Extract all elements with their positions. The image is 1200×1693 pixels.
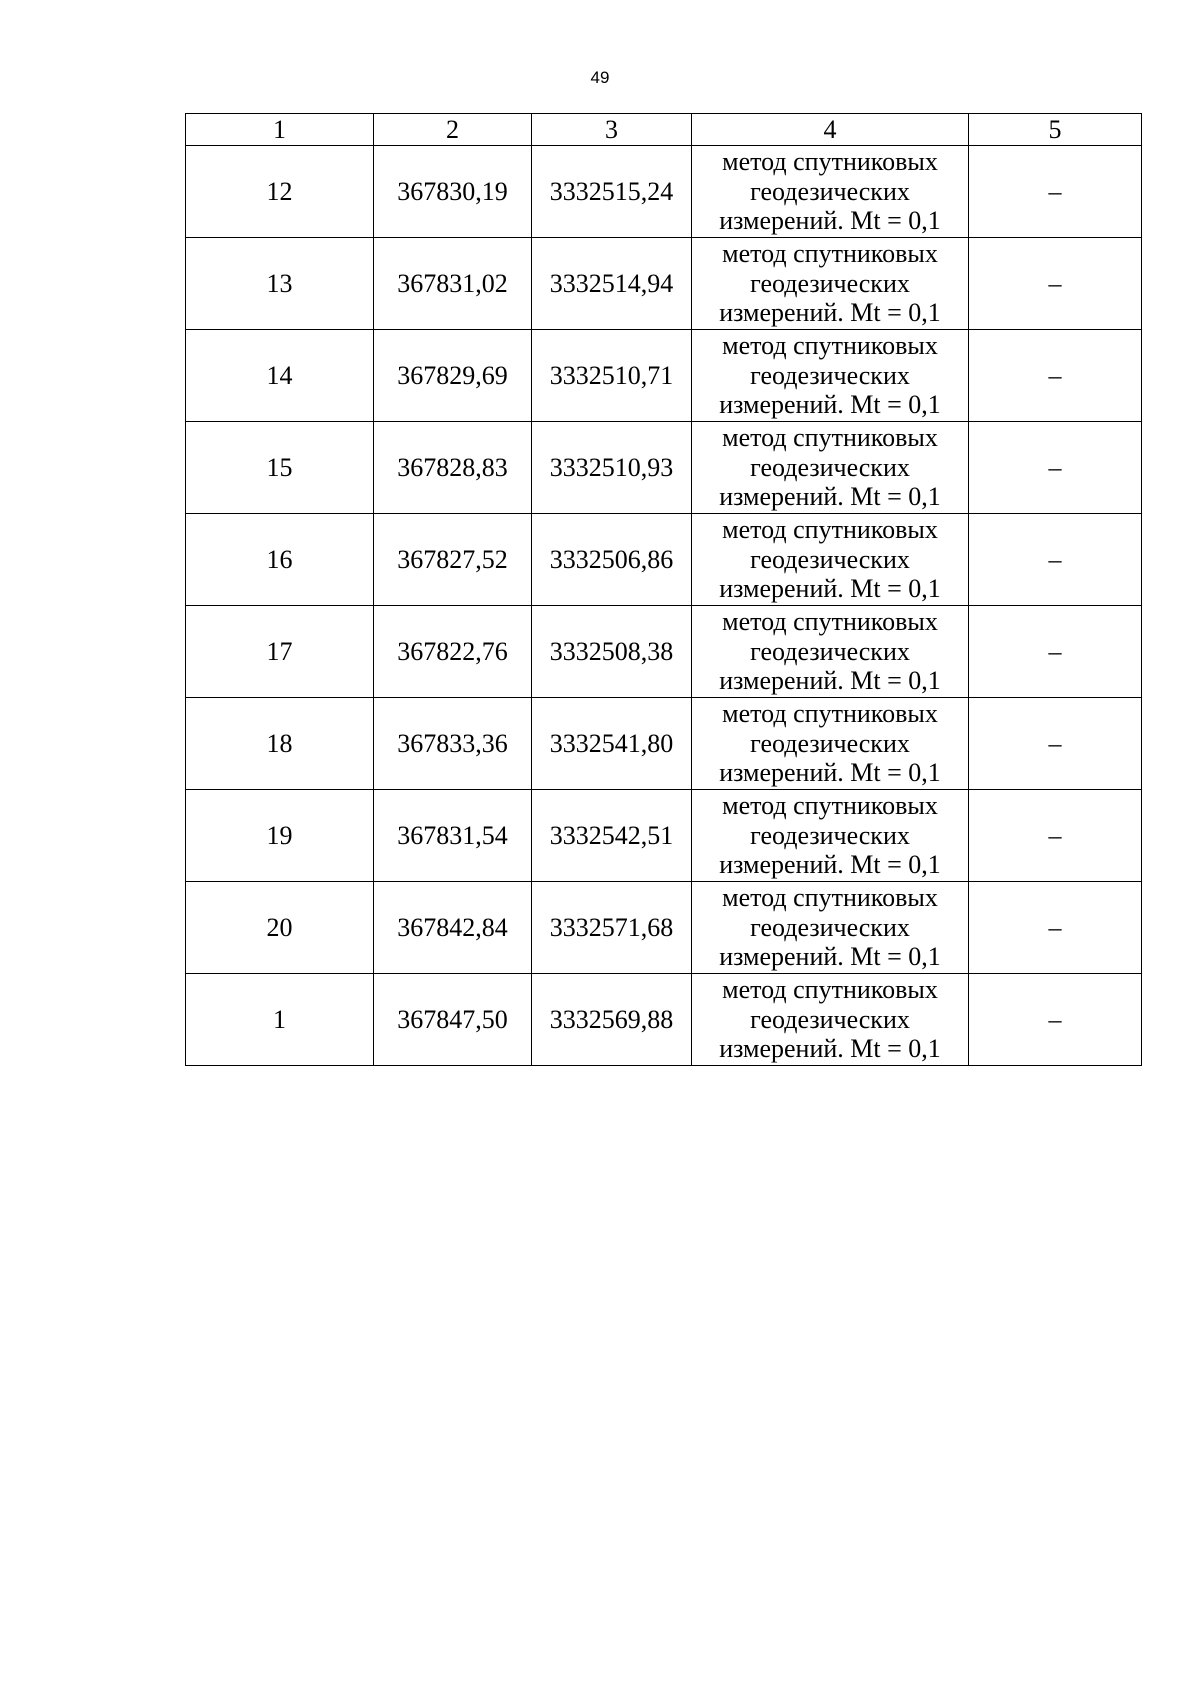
x-coordinate-cell: 367822,76 bbox=[374, 606, 532, 698]
note-cell: – bbox=[969, 422, 1142, 514]
point-number-cell: 13 bbox=[186, 238, 374, 330]
y-coordinate-cell: 3332515,24 bbox=[532, 146, 692, 238]
x-coordinate-cell: 367833,36 bbox=[374, 698, 532, 790]
column-header-5: 5 bbox=[969, 114, 1142, 146]
table-row bbox=[186, 238, 1142, 330]
note-cell: – bbox=[969, 606, 1142, 698]
point-number-cell: 17 bbox=[186, 606, 374, 698]
table-header bbox=[186, 114, 1142, 146]
table-body bbox=[186, 146, 1142, 1066]
method-cell: метод спутниковых геодезических измерений. Mt = 0,1 bbox=[692, 422, 969, 514]
note-cell: – bbox=[969, 790, 1142, 882]
column-header-2: 2 bbox=[374, 114, 532, 146]
note-cell: – bbox=[969, 514, 1142, 606]
point-number-cell: 1 bbox=[186, 974, 374, 1066]
table-row bbox=[186, 514, 1142, 606]
table-row bbox=[186, 606, 1142, 698]
method-cell: метод спутниковых геодезических измерений. Mt = 0,1 bbox=[692, 606, 969, 698]
note-cell: – bbox=[969, 882, 1142, 974]
x-coordinate-cell: 367827,52 bbox=[374, 514, 532, 606]
x-coordinate-cell: 367829,69 bbox=[374, 330, 532, 422]
table-row bbox=[186, 146, 1142, 238]
table-row bbox=[186, 698, 1142, 790]
page-number: 49 bbox=[590, 68, 610, 87]
point-number-cell: 18 bbox=[186, 698, 374, 790]
note-cell: – bbox=[969, 974, 1142, 1066]
table-row bbox=[186, 422, 1142, 514]
method-cell: метод спутниковых геодезических измерений. Mt = 0,1 bbox=[692, 146, 969, 238]
note-cell: – bbox=[969, 330, 1142, 422]
note-cell: – bbox=[969, 698, 1142, 790]
coordinates-table bbox=[185, 113, 1142, 1066]
y-coordinate-cell: 3332569,88 bbox=[532, 974, 692, 1066]
point-number-cell: 12 bbox=[186, 146, 374, 238]
x-coordinate-cell: 367847,50 bbox=[374, 974, 532, 1066]
method-cell: метод спутниковых геодезических измерений. Mt = 0,1 bbox=[692, 238, 969, 330]
point-number-cell: 16 bbox=[186, 514, 374, 606]
method-cell: метод спутниковых геодезических измерений. Mt = 0,1 bbox=[692, 330, 969, 422]
column-header-4: 4 bbox=[692, 114, 969, 146]
table-row bbox=[186, 882, 1142, 974]
column-header-3: 3 bbox=[532, 114, 692, 146]
y-coordinate-cell: 3332508,38 bbox=[532, 606, 692, 698]
x-coordinate-cell: 367831,54 bbox=[374, 790, 532, 882]
method-cell: метод спутниковых геодезических измерений. Mt = 0,1 bbox=[692, 698, 969, 790]
method-cell: метод спутниковых геодезических измерений. Mt = 0,1 bbox=[692, 882, 969, 974]
x-coordinate-cell: 367828,83 bbox=[374, 422, 532, 514]
note-cell: – bbox=[969, 146, 1142, 238]
y-coordinate-cell: 3332510,71 bbox=[532, 330, 692, 422]
note-cell: – bbox=[969, 238, 1142, 330]
y-coordinate-cell: 3332506,86 bbox=[532, 514, 692, 606]
table-row bbox=[186, 330, 1142, 422]
y-coordinate-cell: 3332514,94 bbox=[532, 238, 692, 330]
method-cell: метод спутниковых геодезических измерений. Mt = 0,1 bbox=[692, 790, 969, 882]
point-number-cell: 19 bbox=[186, 790, 374, 882]
y-coordinate-cell: 3332542,51 bbox=[532, 790, 692, 882]
point-number-cell: 15 bbox=[186, 422, 374, 514]
x-coordinate-cell: 367830,19 bbox=[374, 146, 532, 238]
table-row bbox=[186, 974, 1142, 1066]
x-coordinate-cell: 367842,84 bbox=[374, 882, 532, 974]
x-coordinate-cell: 367831,02 bbox=[374, 238, 532, 330]
point-number-cell: 20 bbox=[186, 882, 374, 974]
y-coordinate-cell: 3332541,80 bbox=[532, 698, 692, 790]
y-coordinate-cell: 3332571,68 bbox=[532, 882, 692, 974]
header-row bbox=[186, 114, 1142, 146]
point-number-cell: 14 bbox=[186, 330, 374, 422]
column-header-1: 1 bbox=[186, 114, 374, 146]
y-coordinate-cell: 3332510,93 bbox=[532, 422, 692, 514]
table-row bbox=[186, 790, 1142, 882]
method-cell: метод спутниковых геодезических измерений. Mt = 0,1 bbox=[692, 514, 969, 606]
method-cell: метод спутниковых геодезических измерений. Mt = 0,1 bbox=[692, 974, 969, 1066]
